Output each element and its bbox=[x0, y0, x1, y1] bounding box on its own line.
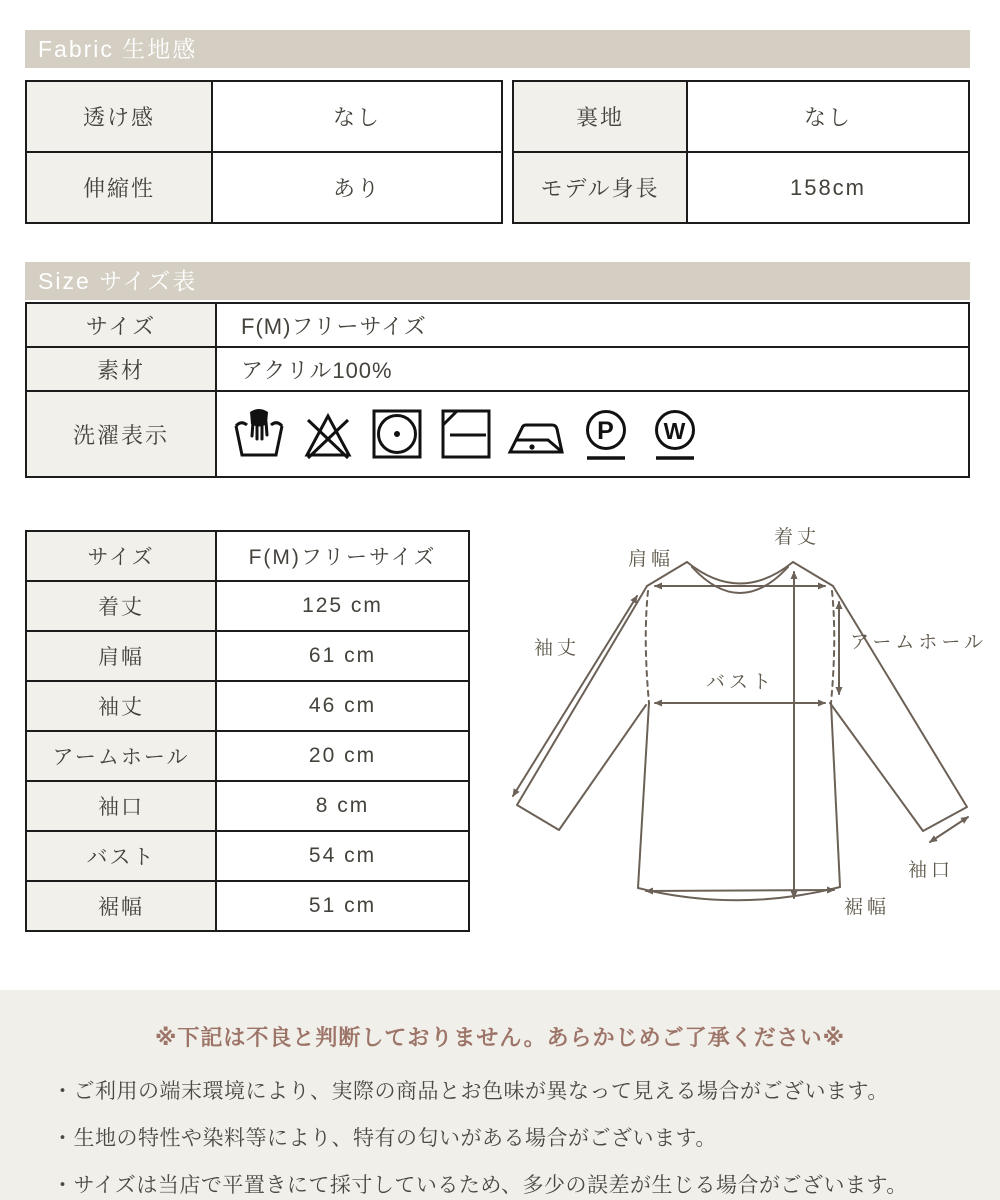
list-item: ・サイズは当店で平置きにて採寸しているため、多少の誤差が生じる場合がございます。 bbox=[52, 1174, 908, 1197]
meas-row-label: 袖口 bbox=[26, 781, 216, 831]
table-row bbox=[26, 631, 469, 681]
dry-clean-letter: P bbox=[597, 417, 615, 445]
fabric-row-value: なし bbox=[212, 81, 502, 152]
fabric-row-label: モデル身長 bbox=[513, 152, 687, 223]
meas-header-label: サイズ bbox=[26, 531, 216, 581]
notes-title: ※下記は不良と判断しておりません。あらかじめご了承ください※ bbox=[154, 1025, 846, 1050]
notes-list bbox=[52, 1075, 1000, 1199]
size-section-header: Size サイズ表 bbox=[25, 262, 970, 300]
fabric-table-left bbox=[25, 80, 503, 224]
table-row bbox=[26, 581, 469, 631]
table-row bbox=[26, 391, 969, 477]
meas-row-value: 54 cm bbox=[216, 831, 469, 881]
table-row bbox=[26, 731, 469, 781]
size-row-value: アクリル100% bbox=[216, 347, 969, 391]
meas-row-value: 20 cm bbox=[216, 731, 469, 781]
measurements-table bbox=[25, 530, 470, 932]
list-item: ・ご利用の端末環境により、実際の商品とお色味が異なって見える場合がございます。 bbox=[52, 1080, 889, 1103]
meas-row-label: アームホール bbox=[26, 731, 216, 781]
table-row bbox=[513, 152, 969, 223]
table-row bbox=[26, 781, 469, 831]
table-row bbox=[513, 81, 969, 152]
meas-row-value: 46 cm bbox=[216, 681, 469, 731]
measurement-diagram bbox=[480, 515, 995, 940]
table-row bbox=[26, 831, 469, 881]
table-row bbox=[26, 81, 502, 152]
meas-row-label: 着丈 bbox=[26, 581, 216, 631]
hand-wash-icon bbox=[231, 406, 287, 462]
list-item: ・生地の特性や染料等により、特有の匂いがある場合がございます。 bbox=[52, 1127, 717, 1150]
fabric-row-value: 158cm bbox=[687, 152, 969, 223]
meas-row-value: 61 cm bbox=[216, 631, 469, 681]
fabric-row-value: なし bbox=[687, 81, 969, 152]
size-row-value: F(M)フリーサイズ bbox=[216, 303, 969, 347]
care-row-label: 洗濯表示 bbox=[26, 391, 216, 477]
table-row bbox=[26, 531, 469, 581]
diagram-label-armhole: アームホール bbox=[850, 632, 988, 653]
fabric-tables bbox=[25, 80, 970, 224]
table-row bbox=[26, 881, 469, 931]
fabric-row-label: 裏地 bbox=[513, 81, 687, 152]
flat-dry-in-shade-icon bbox=[438, 406, 494, 462]
size-row-label: サイズ bbox=[26, 303, 216, 347]
tumble-dry-low-icon bbox=[369, 406, 425, 462]
wet-clean-W-icon bbox=[647, 406, 703, 462]
fabric-row-value: あり bbox=[212, 152, 502, 223]
diagram-label-cuff: 袖口 bbox=[908, 860, 955, 881]
diagram-label-sleeve-length: 袖丈 bbox=[534, 638, 581, 659]
meas-row-label: 袖丈 bbox=[26, 681, 216, 731]
fabric-row-label: 透け感 bbox=[26, 81, 212, 152]
meas-header-value: F(M)フリーサイズ bbox=[216, 531, 469, 581]
meas-row-label: バスト bbox=[26, 831, 216, 881]
diagram-label-length: 着丈 bbox=[774, 527, 821, 548]
table-row bbox=[26, 303, 969, 347]
diagram-label-bust: バスト bbox=[706, 672, 776, 693]
table-row bbox=[26, 152, 502, 223]
fabric-row-label: 伸縮性 bbox=[26, 152, 212, 223]
table-row bbox=[26, 681, 469, 731]
diagram-label-hem-width: 裾幅 bbox=[844, 897, 891, 918]
notes-section bbox=[0, 990, 1000, 1200]
size-row-label: 素材 bbox=[26, 347, 216, 391]
meas-row-label: 裾幅 bbox=[26, 881, 216, 931]
do-not-bleach-icon bbox=[300, 406, 356, 462]
diagram-label-shoulder-width: 肩幅 bbox=[628, 549, 675, 570]
meas-row-value: 51 cm bbox=[216, 881, 469, 931]
meas-row-label: 肩幅 bbox=[26, 631, 216, 681]
table-row bbox=[26, 347, 969, 391]
meas-row-value: 125 cm bbox=[216, 581, 469, 631]
fabric-section-header: Fabric 生地感 bbox=[25, 30, 970, 68]
care-symbols bbox=[231, 406, 968, 462]
wet-clean-letter: W bbox=[663, 418, 687, 444]
dry-clean-P-icon bbox=[578, 406, 634, 462]
fabric-table-right bbox=[512, 80, 970, 224]
size-info-table bbox=[25, 302, 970, 478]
iron-low-icon bbox=[507, 406, 565, 462]
meas-row-value: 8 cm bbox=[216, 781, 469, 831]
